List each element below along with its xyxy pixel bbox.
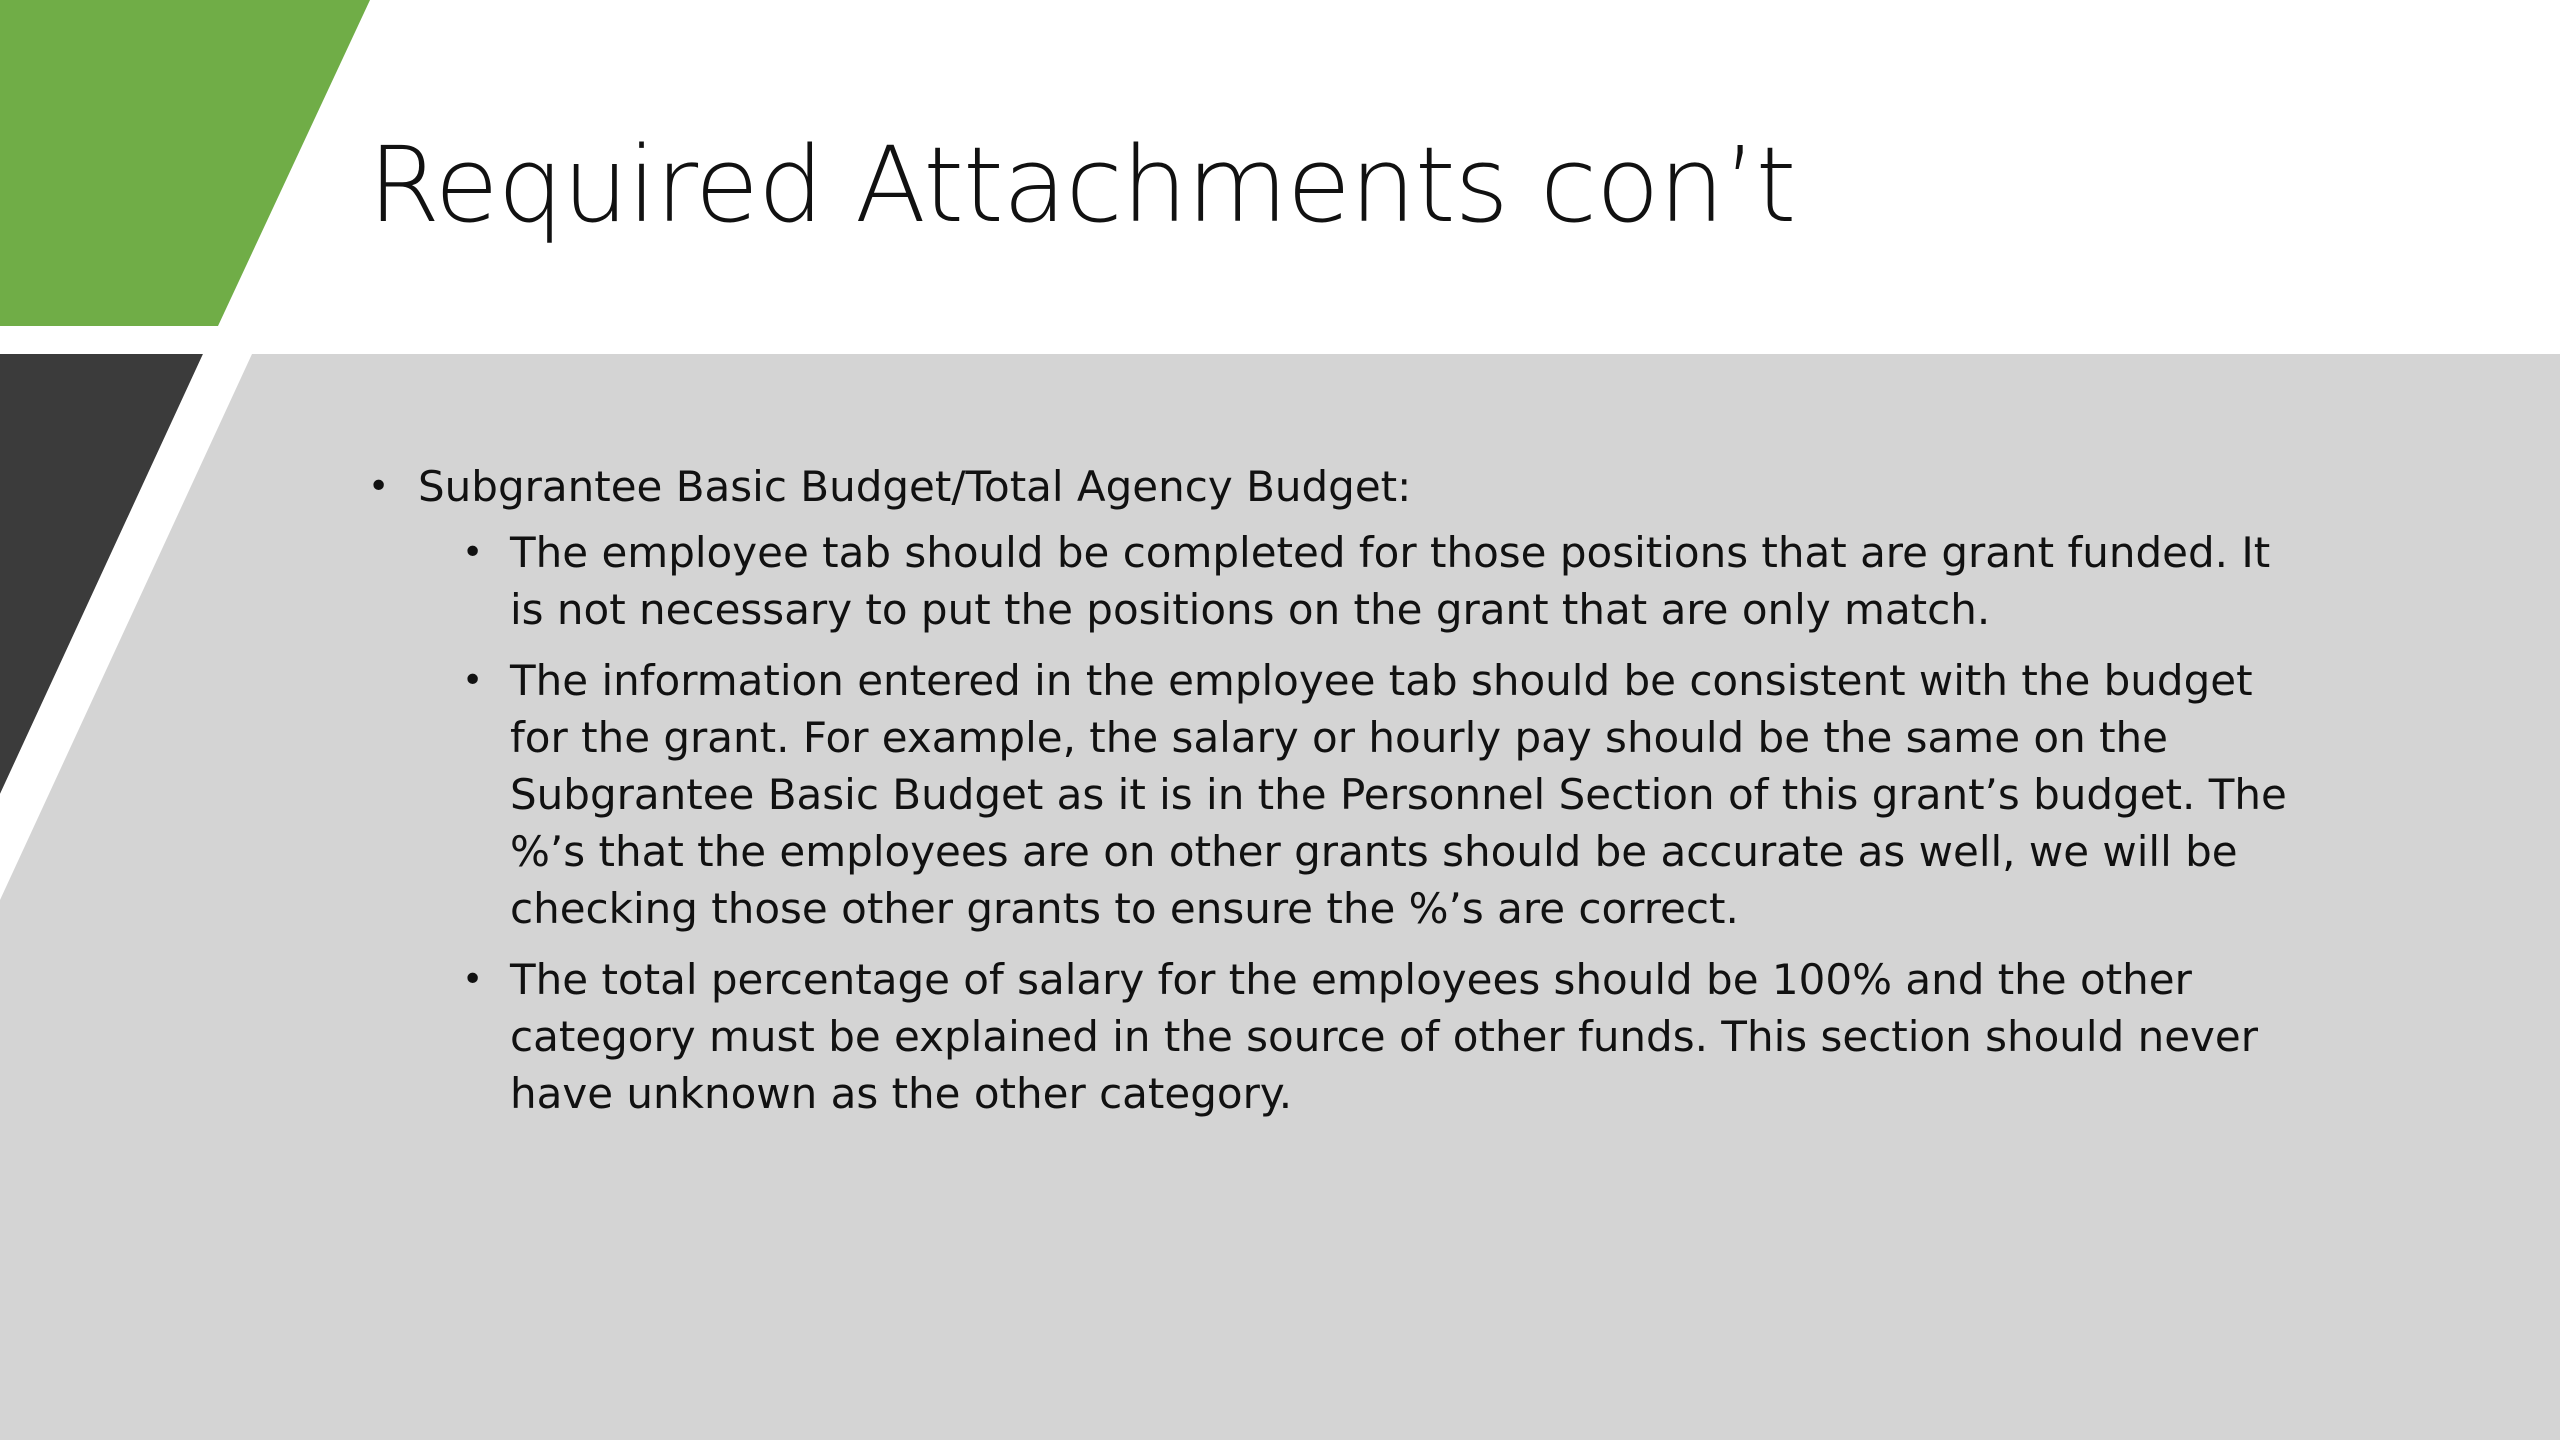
green-accent-shape [0, 0, 370, 326]
bullet-text: Subgrantee Basic Budget/Total Agency Budget: [418, 462, 1412, 511]
bullet-dot-icon: • [368, 466, 390, 507]
bullet-item-budget [362, 458, 2312, 516]
sub-bullet-text: The employee tab should be completed for those positions that are grant funded. It is not necessary to put the positions on the grant that are only match. [510, 528, 2271, 634]
bullet-list [362, 458, 2312, 1136]
bullet-dot-icon: • [462, 532, 484, 573]
slide-title: Required Attachments con’t [368, 124, 1796, 246]
sub-bullet-item [458, 652, 2312, 937]
sub-bullet-item [458, 524, 2312, 638]
bullet-dot-icon: • [462, 959, 484, 1000]
sub-bullet-list [458, 524, 2312, 1122]
bullet-dot-icon: • [462, 660, 484, 701]
sub-bullet-text: The information entered in the employee tab should be consistent with the budget for the grant. For example, the salary or hourly pay should be the same on the Subgrantee Basic Budget as it is in the Personnel Section of this grant’s budget. The %’s that the employees are on other grants should be accurate as well, we will be checking those other grants to ensure the %’s are correct. [510, 656, 2287, 933]
sub-bullet-item [458, 951, 2312, 1122]
sub-bullet-text: The total percentage of salary for the employees should be 100% and the other category must be explained in the source of other funds. This section should never have unknown as the other category. [510, 955, 2259, 1118]
